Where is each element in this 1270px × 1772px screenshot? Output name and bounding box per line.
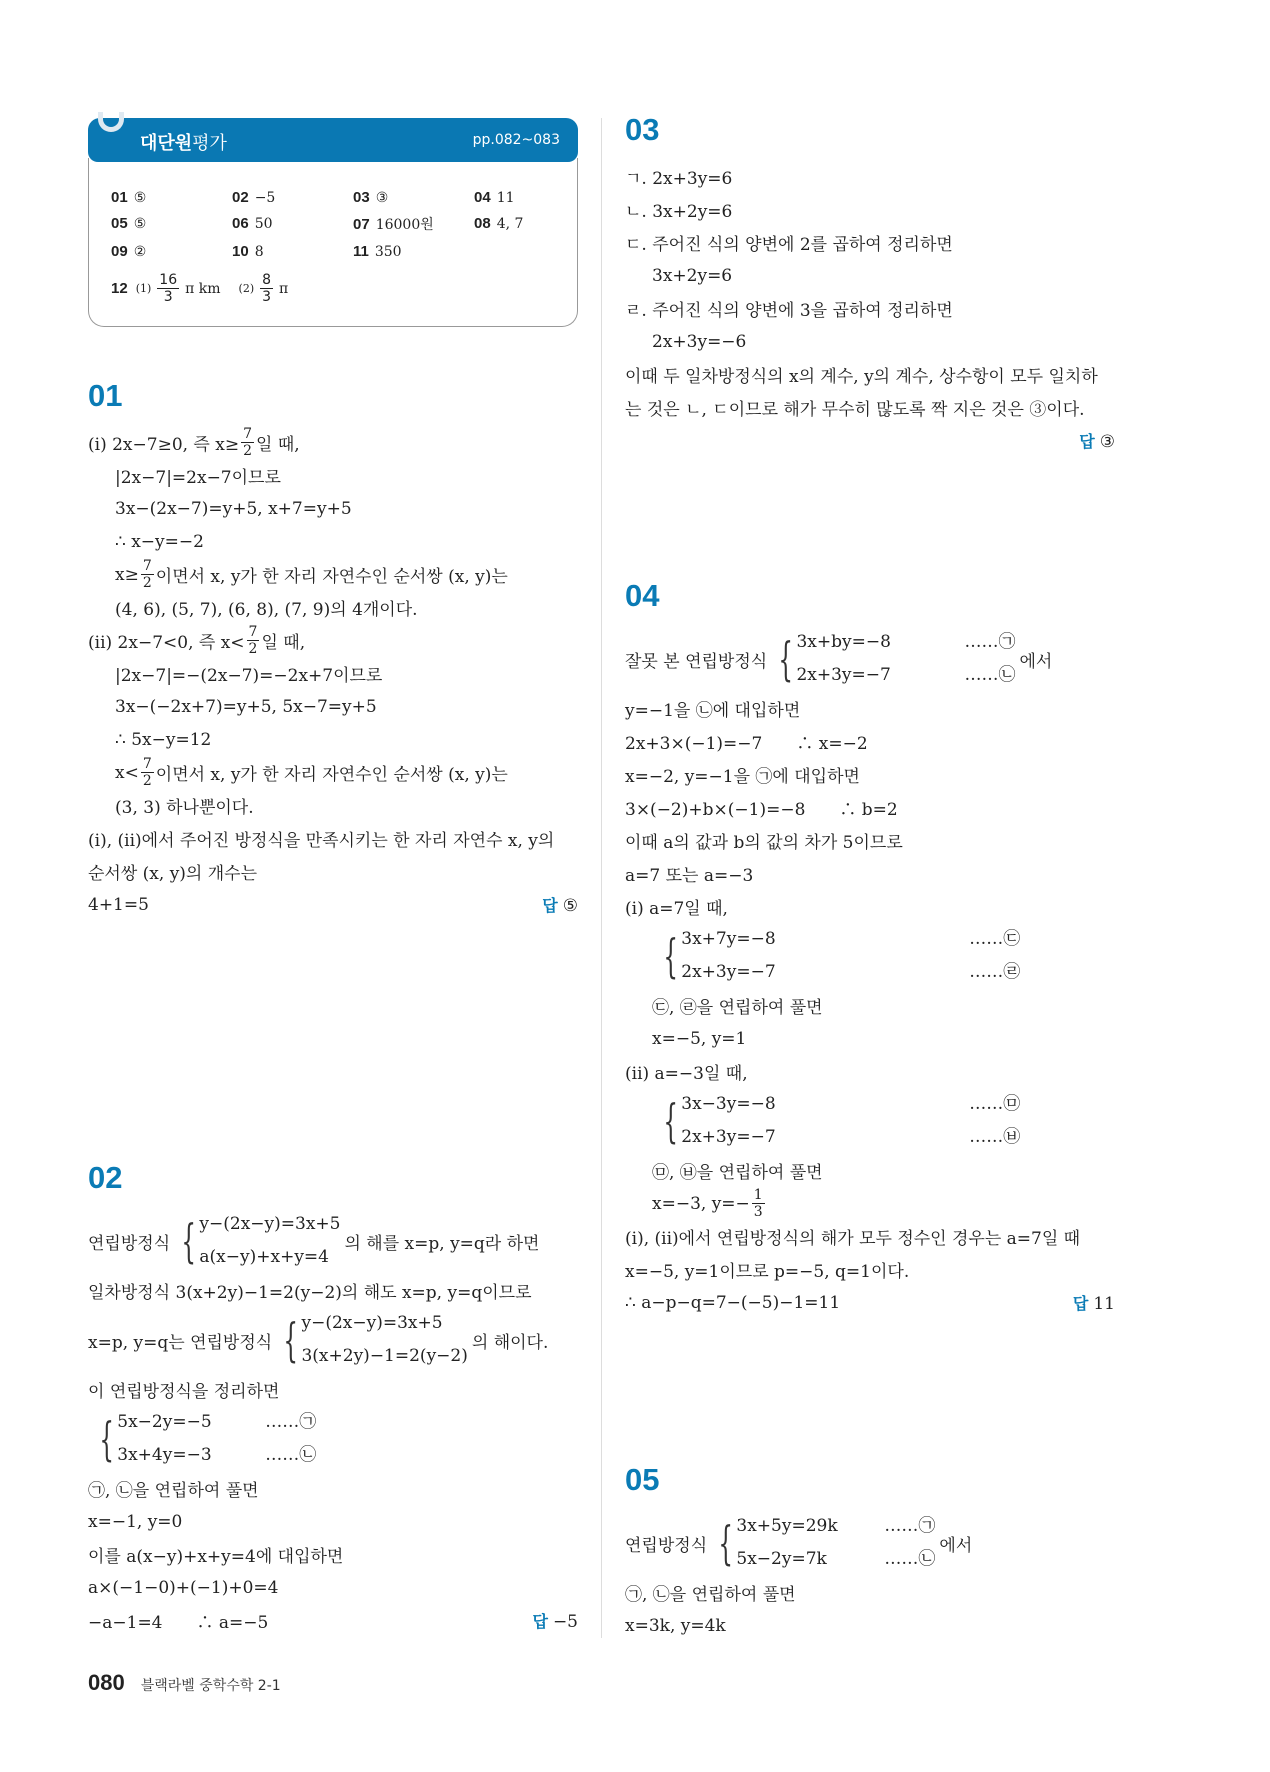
math-text: ㉢, ㉣을 연립하여 풀면 [652,998,823,1018]
answer-value: 4, 7 [496,216,524,232]
solution-line [625,424,1115,457]
system-rows [681,1088,1020,1154]
answer-item [232,188,353,206]
answer-number: 10 [232,243,249,260]
equation-system [656,923,1020,989]
equation: 3x−3y=−8 [681,1094,776,1114]
answer-value: 50 [254,216,273,232]
solution-line [88,459,578,492]
math-text: x< [115,762,139,783]
math-text: (i), (ii)에서 주어진 방정식을 만족시키는 한 자리 자연수 x, y의 [88,831,555,851]
math-text: ∴ 5x−y=12 [115,729,212,750]
system-row [736,1543,935,1576]
equation: 3x+5y=29k [736,1516,838,1536]
solution-line [88,1538,578,1571]
math-text: 3×(−2)+b×(−1)=−8 ∴ b=2 [625,800,898,820]
solution-line [88,1472,578,1505]
math-text: a=7 또는 a=−3 [625,866,754,886]
answer [1079,429,1115,452]
brace-icon: { [181,1214,197,1268]
math-text: (ii) 2x−7<0, 즉 x< [88,633,245,653]
denominator: 3 [753,1204,763,1220]
math-text: 잘못 본 연립방정식 [625,651,768,672]
math-text: 이때 두 일차방정식의 x의 계수, y의 계수, 상수항이 모두 일치하 [625,367,1098,387]
solution-line [88,789,578,822]
answer-value: 16000원 [375,217,434,233]
system-rows [736,1510,935,1576]
answer [1073,1291,1115,1314]
answer-number: 04 [474,189,491,206]
math-text: 3x+2y=6 [652,265,733,286]
section-number: 05 [625,1462,660,1497]
equation: 3x+4y=−3 [117,1445,212,1465]
math-text: (i) a=7일 때, [625,899,728,919]
denominator: 3 [163,289,173,305]
denominator: 2 [142,773,152,789]
answer-number: 01 [111,189,128,206]
math-text: −a−1=4 ∴ a=−5 [88,1613,269,1633]
math-text: ㄱ. 2x+3y=6 [625,169,733,189]
answer-value: ③ [1099,432,1115,452]
numerator: 16 [159,272,178,288]
equation-system [656,1088,1020,1154]
answer-summary-box [88,118,578,327]
answer-label: 답 [1072,1296,1089,1313]
answer-value: 350 [374,244,402,260]
math-text: x=−5, y=1 [652,1028,747,1049]
answer-item [111,242,232,260]
equation: 3x+7y=−8 [681,929,776,949]
solution-line [88,723,578,756]
system-row [301,1340,467,1373]
fraction [260,272,273,305]
solution-line [88,822,578,855]
solution-line [625,1022,1115,1055]
denominator: 3 [262,289,272,305]
answer-item [232,214,353,234]
ring-decoration-icon [98,112,124,132]
answer-label: 답 [532,1614,548,1631]
math-text: 4+1=5 [88,894,149,915]
solution-line [88,1208,578,1274]
answer [542,893,578,916]
solution-line [625,1609,1115,1642]
equation: a(x−y)+x+y=4 [199,1247,329,1267]
system-row [681,1121,1020,1154]
answer-number: 09 [111,243,128,260]
math-text: 이 연립방정식을 정리하면 [88,1382,280,1402]
brace-icon: { [663,929,678,983]
math-text: 에서 [1019,651,1053,672]
math-text: ∴ x−y=−2 [115,531,204,552]
answer-value: −5 [254,190,276,206]
solution-line [625,1253,1115,1286]
solution-line [625,160,1115,193]
solution-line [625,791,1115,824]
solution-line [88,1274,578,1307]
answer-value: ⑤ [133,190,147,206]
answer [532,1609,578,1632]
answer-value: π [279,280,289,297]
math-text: 2x+3×(−1)=−7 ∴ x=−2 [625,734,868,754]
equation-system [711,1510,935,1576]
math-text: (ii) a=−3일 때, [625,1064,748,1084]
solution-line [88,558,578,591]
solution-line [625,1576,1115,1609]
solution-line [625,325,1115,358]
solution-05 [625,1462,1115,1642]
equation: 2x+3y=−7 [681,1127,776,1147]
equation-tag: ……㉤ [969,1094,1021,1114]
answer-number: 02 [232,189,249,206]
math-text: ㄷ. 주어진 식의 양변에 2를 곱하여 정리하면 [625,235,953,255]
solution-line [625,857,1115,890]
answer-number: 07 [353,216,370,233]
equation: 3(x+2y)−1=2(y−2) [301,1346,468,1366]
system-row [736,1510,935,1543]
answer-number: 05 [111,215,128,232]
equation: 2x+3y=−7 [681,962,776,982]
math-text: 일 때, [261,633,306,653]
math-text: ㄹ. 주어진 식의 양변에 3을 곱하여 정리하면 [625,301,953,321]
math-text: (3, 3) 하나뿐이다. [115,798,254,818]
system-row [681,923,1020,956]
page-number: 080 [88,1670,125,1695]
solution-line [88,426,578,459]
answer-number: 08 [474,215,491,232]
answer-grid [111,188,555,260]
solution-line [625,226,1115,259]
brace-icon: { [663,1094,678,1148]
math-text: 3x−(−2x+7)=y+5, 5x−7=y+5 [115,696,377,717]
part-label: (1) [135,282,152,295]
brace-icon: { [718,1516,734,1570]
solution-line [625,890,1115,923]
section-number: 02 [88,1160,123,1195]
equation: 5x−2y=−5 [117,1412,212,1432]
equation-tag: ……㉥ [969,1127,1021,1147]
math-text: ㄴ. 3x+2y=6 [625,202,733,222]
section-number: 03 [625,112,660,147]
math-text: 의 해를 x=p, y=q라 하면 [344,1233,540,1254]
part-label: (2) [238,282,255,295]
solution-line [625,1220,1115,1253]
math-text: y=−1을 ㉡에 대입하면 [625,701,801,721]
solution-line [88,855,578,888]
numerator: 7 [142,756,152,772]
answer-value: −5 [552,1612,578,1632]
denominator: 2 [243,443,253,459]
answer-item [353,188,474,206]
solution-line [88,690,578,723]
equation: y−(2x−y)=3x+5 [199,1214,341,1234]
math-text: x=−5, y=1이므로 p=−5, q=1이다. [625,1262,910,1282]
math-text: 2x+3y=−6 [652,331,747,352]
math-text: |2x−7|=−(2x−7)=−2x+7이므로 [115,666,383,686]
equation-system [174,1208,340,1274]
system-rows [681,923,1020,989]
fraction [247,624,260,657]
system-rows [199,1208,340,1274]
math-text: x=−2, y=−1을 ㉠에 대입하면 [625,767,860,787]
solution-line [625,1187,1115,1220]
numerator: 7 [142,558,152,574]
solution-line [625,292,1115,325]
math-text: (i) 2x−7≥0, 즉 x≥ [88,435,240,455]
system-row [199,1208,340,1241]
system-row [301,1307,467,1340]
fraction [752,1187,765,1220]
title-light: 평가 [192,133,227,154]
equation-tag: ……㉠ [265,1412,317,1432]
solution-line [88,1571,578,1604]
page-range: pp.082~083 [472,132,560,148]
answer-item [474,214,574,234]
answer-item [353,242,474,260]
system-row [117,1439,316,1472]
math-text: x≥ [115,564,139,585]
answer-item [111,188,232,206]
system-row [796,659,1015,692]
equation-tag: ……㉢ [969,929,1021,949]
math-text: 일 때, [256,435,300,455]
solution-line [88,888,578,921]
section-number: 04 [625,578,660,613]
equation-tag: ……㉠ [964,632,1016,652]
equation: 5x−2y=7k [736,1549,827,1569]
math-text: ㉠, ㉡을 연립하여 풀면 [88,1481,259,1501]
answer-value: ⑤ [133,216,147,232]
math-text: 에서 [939,1535,973,1556]
equation-system [92,1406,316,1472]
solution-line [625,989,1115,1022]
solution-line [88,591,578,624]
system-row [681,956,1020,989]
math-text: 3x−(2x−7)=y+5, x+7=y+5 [115,498,352,519]
title-bold: 대단원 [140,133,193,154]
answer-item [111,214,232,234]
summary-title [140,129,227,155]
math-text: (i), (ii)에서 연립방정식의 해가 모두 정수인 경우는 a=7일 때 [625,1229,1081,1249]
math-text: a×(−1−0)+(−1)+0=4 [88,1577,279,1598]
system-row [199,1241,340,1274]
solution-line [625,1154,1115,1187]
summary-body [88,158,578,327]
fraction [141,756,154,789]
math-text: x=−3, y=− [652,1193,750,1214]
solution-line [88,657,578,690]
answer-value: 11 [1093,1294,1115,1314]
math-text: |2x−7|=2x−7이므로 [115,468,281,488]
math-text: 연립방정식 [88,1233,171,1254]
solution-line [88,1604,578,1637]
solution-02 [88,1160,578,1637]
math-text: ∴ a−p−q=7−(−5)−1=11 [625,1292,841,1313]
math-text: x=p, y=q는 연립방정식 [88,1332,273,1353]
answer-number: 11 [353,243,369,260]
equation-system [771,626,1015,692]
math-text: 일차방정식 3(x+2y)−1=2(y−2)의 해도 x=p, y=q이므로 [88,1283,532,1303]
answer-item [232,242,353,260]
system-row [117,1406,316,1439]
brace-icon: { [99,1412,114,1466]
answer-value: ② [133,244,147,260]
solution-line [88,1307,578,1373]
solution-line [625,758,1115,791]
equation-tag: ……㉠ [884,1516,936,1536]
equation-system [276,1307,468,1373]
solution-line [88,1406,578,1472]
denominator: 2 [142,575,152,591]
numerator: 7 [248,624,258,640]
equation-tag: ……㉣ [969,962,1021,982]
solution-line [88,492,578,525]
system-row [796,626,1015,659]
fraction [141,558,154,591]
math-text: 는 것은 ㄴ, ㄷ이므로 해가 무수히 많도록 짝 지은 것은 ③이다. [625,400,1085,420]
solution-line [88,1505,578,1538]
answer-value: π km [185,280,221,297]
math-text: 의 해이다. [471,1332,549,1353]
solution-line [625,259,1115,292]
math-text: x=3k, y=4k [625,1615,726,1636]
math-text: 순서쌍 (x, y)의 개수는 [88,864,258,884]
solution-line [88,525,578,558]
answer-label: 답 [1079,434,1095,451]
system-rows [796,626,1015,692]
solution-01 [88,378,578,921]
solution-line [625,725,1115,758]
equation-tag: ……㉡ [964,665,1016,685]
answer-value: ③ [375,190,389,206]
solution-03 [625,112,1115,457]
answer-label: 답 [542,898,558,915]
math-text: 이면서 x, y가 한 자리 자연수인 순서쌍 (x, y)는 [155,765,508,785]
equation: 2x+3y=−7 [796,665,891,685]
math-text: ㉤, ㉥을 연립하여 풀면 [652,1163,823,1183]
math-text: (4, 6), (5, 7), (6, 8), (7, 9)의 4개이다. [115,600,418,620]
book-title: 블랙라벨 중학수학 2-1 [140,1678,281,1694]
equation: 3x+by=−8 [796,632,891,652]
answer-number: 06 [232,215,249,232]
section-number: 01 [88,378,123,413]
solution-line [625,1286,1115,1319]
system-row [681,1088,1020,1121]
math-text: 이면서 x, y가 한 자리 자연수인 순서쌍 (x, y)는 [155,567,508,587]
answer-number: 12 [111,280,128,297]
solution-line [625,391,1115,424]
solution-line [625,1088,1115,1154]
solution-line [625,626,1115,692]
math-text: 연립방정식 [625,1535,708,1556]
fraction [157,272,179,305]
math-text: 이를 a(x−y)+x+y=4에 대입하면 [88,1547,344,1567]
brace-icon: { [778,632,794,686]
equation-tag: ……㉡ [884,1549,936,1569]
solution-line [625,1055,1115,1088]
column-divider [601,118,602,1638]
numerator: 1 [753,1187,763,1203]
system-rows [301,1307,467,1373]
solution-line [625,358,1115,391]
answer-value: ⑤ [562,896,578,916]
solution-line [88,1373,578,1406]
fraction [241,426,254,459]
answer-item [353,214,474,234]
brace-icon: { [283,1313,299,1367]
math-text: x=−1, y=0 [88,1511,183,1532]
answer-item [474,188,574,206]
answer-12 [111,272,555,305]
numerator: 7 [243,426,253,442]
numerator: 8 [262,272,272,288]
solution-line [625,1510,1115,1576]
solution-line [625,923,1115,989]
page-footer [88,1670,281,1696]
denominator: 2 [248,641,258,657]
answer-value: 11 [496,190,515,206]
answer-number: 03 [353,189,370,206]
equation: y−(2x−y)=3x+5 [301,1313,443,1333]
summary-header [88,118,578,162]
solution-04 [625,578,1115,1319]
math-text: ㉠, ㉡을 연립하여 풀면 [625,1585,796,1605]
system-rows [117,1406,316,1472]
answer-value: 8 [254,244,264,260]
math-text: 이때 a의 값과 b의 값의 차가 5이므로 [625,833,903,853]
solution-line [625,193,1115,226]
solution-line [625,824,1115,857]
solution-line [88,624,578,657]
solution-line [88,756,578,789]
solution-line [625,692,1115,725]
equation-tag: ……㉡ [265,1445,317,1465]
